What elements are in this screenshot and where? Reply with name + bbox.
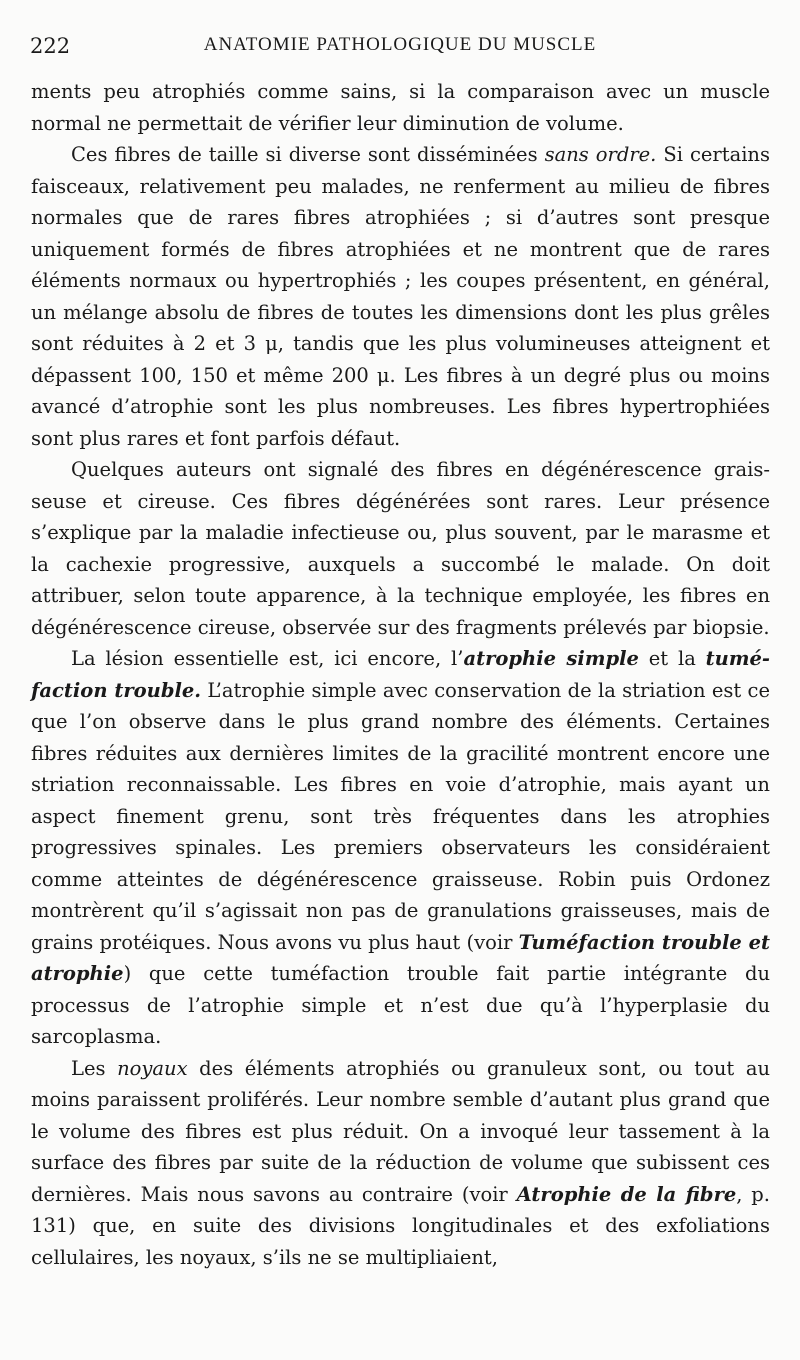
page-number: 222 (30, 34, 71, 58)
italic-text: sans ordre. (544, 143, 657, 166)
paragraph (31, 139, 770, 454)
body-text (31, 76, 770, 1273)
emphasis-text: tuméfaction trouble. (31, 647, 770, 702)
emphasis-text: Tuméfaction trouble et atrophie (31, 930, 770, 985)
text-segment: ments peu atrophiés comme sains, si la comparaison avec un muscle normal ne permettait de vérifier leur diminution de volume. (31, 80, 770, 135)
text-segment: ) que cette tuméfaction trouble fait partie intégrante du processus de l’atrophie simple et n’est due qu’à l’hyperplasie du sarcoplasma. (31, 962, 770, 1048)
paragraph (31, 454, 770, 643)
running-head (30, 30, 770, 60)
paragraph (31, 643, 770, 1053)
text-segment: Les (71, 1056, 118, 1080)
text-segment: et la (638, 647, 706, 670)
text-segment: Si certains faisceaux, relativement peu malades, ne renferment au milieu de fibres normales que de rares fibres atrophiées ; si d’autres sont presque uniquement formés de fibres atrophiées et ne montrent que de rares éléments normaux ou hypertrophiés ; les coupes présentent, en général, un mélange absolu de fibres de toutes les dimensions dont les plus grêles sont réduites à 2 et 3 μ, tandis que les plus volumineuses atteignent et dépassent 100, 150 et même 200 μ. Les fibres à un degré plus ou moins avancé d’atrophie sont les plus nombreuses. Les fibres hypertrophiées sont plus rares et font parfois défaut. (31, 143, 770, 450)
text-segment: Ces fibres de taille si diverse sont disséminées (71, 143, 545, 166)
text-segment: L’atrophie simple avec conservation de la striation est ce que l’on observe dans le plus grand nombre des éléments. Certaines fibres réduites aux dernières limites de la gracilité montrent encore une striation reconnaissable. Les fibres en voie d’atrophie, mais ayant un aspect finement grenu, sont très fréquentes dans les atrophies progressives spinales. Les premiers observateurs les considéraient comme atteintes de dégénérescence graisseuse. Robin puis Ordonez montrèrent qu’il s’agissait non pas de granulations graisseuses, mais de grains protéiques. Nous avons vu plus haut (voir (31, 678, 770, 954)
emphasis-text: atrophie simple (463, 647, 639, 670)
text-segment: La lésion essentielle est, ici encore, l’ (71, 647, 464, 670)
text-segment: , p. 131) que, en suite des divisions longitudinales et des exfoliations cellulaires, les noyaux, s’ils ne se multipliaient, (31, 1182, 770, 1269)
paragraph (31, 76, 770, 139)
italic-text: noyaux (117, 1056, 188, 1080)
running-title: ANATOMIE PATHOLOGIQUE DU MUSCLE (203, 34, 597, 55)
text-segment: Quelques auteurs ont signalé des fibres en dégénérescence graisseuse et cireuse. Ces fibres dégénérées sont rares. Leur présence s’explique par la maladie infectieuse ou, plus souvent, par le marasme et la cachexie progressive, auxquels a succombé le malade. On doit attribuer, selon toute apparence, à la technique employée, les fibres en dégénérescence cireuse, observée sur des fragments prélevés par biopsie. (31, 458, 770, 639)
paragraph (31, 1053, 770, 1274)
text-segment: des éléments atrophiés ou granuleux sont, ou tout au moins paraissent proliférés. Leur nombre semble d’autant plus grand que le volume des fibres est plus réduit. On a invoqué leur tassement à la surface des fibres par suite de la réduction de volume que subissent ces dernières. Mais nous savons au contraire (voir (31, 1056, 770, 1206)
emphasis-text: Atrophie de la fibre (516, 1182, 737, 1206)
